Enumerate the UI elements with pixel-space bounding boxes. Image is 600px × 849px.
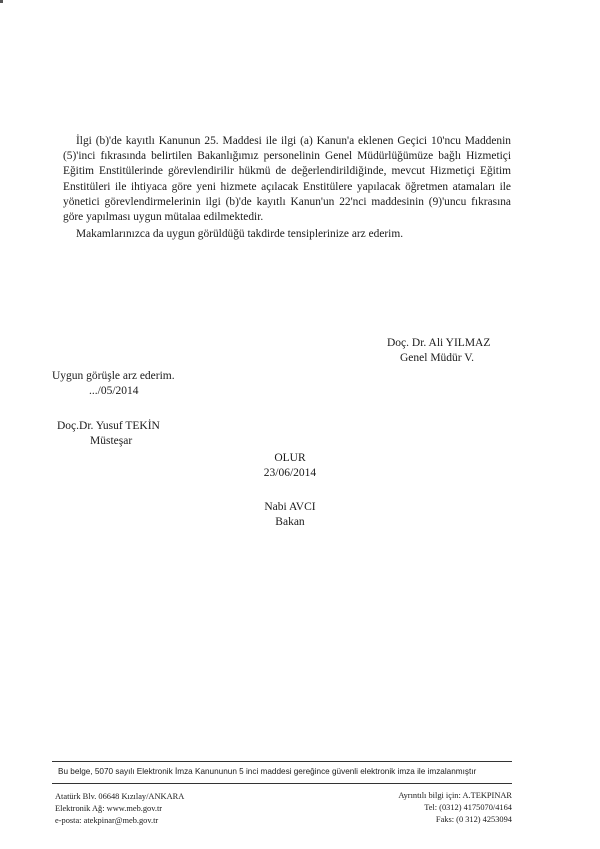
signer-title: Müsteşar [90, 435, 133, 447]
recommendation-date: .../05/2014 [89, 385, 139, 397]
footer-email: e-posta: atekpinar@meb.gov.tr [55, 816, 159, 825]
signer-name: Doç.Dr. Yusuf TEKİN [57, 420, 160, 432]
signer-name: Nabi AVCI [264, 501, 316, 513]
footer-divider [52, 761, 512, 762]
signature-undersecretary [57, 419, 160, 449]
signer-title: Genel Müdür V. [400, 352, 475, 364]
footer-contact: Ayrıntılı bilgi için: A.TEKPINAR [398, 791, 512, 800]
footer-address-block [55, 791, 184, 827]
footer-divider [52, 783, 512, 784]
footer-contact-block [398, 790, 512, 826]
footer-fax: Faks: (0 312) 4253094 [435, 815, 512, 824]
signature-minister [200, 500, 380, 530]
signature-general-director [387, 336, 490, 366]
signer-title: Bakan [275, 516, 305, 528]
scan-mark [0, 0, 3, 3]
footer-phone: Tel: (0312) 4175070/4164 [424, 803, 512, 812]
approval-label: OLUR [274, 452, 306, 464]
recommendation-block [52, 369, 175, 399]
approval-block [200, 451, 380, 481]
letter-body [63, 134, 511, 242]
footer-address: Atatürk Blv. 06648 Kızılay/ANKARA [55, 792, 185, 801]
recommendation-text: Uygun görüşle arz ederim. [52, 370, 175, 382]
approval-date: 23/06/2014 [263, 467, 317, 479]
body-paragraph: İlgi (b)'de kayıtlı Kanunun 25. Maddesi ile ilgi (a) Kanun'a eklenen Geçici 10'ncu Maddenin (5)'inci fıkrasında belirtilen Bakanlığımız personelinin Genel Müdürlüğümüze bağlı Hizmetiçi Eğitim Enstitülerinde görevlendirilir hükmü de değerlendirildiğinde, mevcut Hizmetiçi Eğitim Enstitüleri ile ihtiyaca göre yeni hizmete açılacak Enstitülere yapılacak öğretmen atamaları ile yönetici görevlendirmelerinin ilgi (b)'de kayıtlı Kanun'un 22'nci maddesinin (9)'uncu fıkrasına göre yapılması uygun mütalaa edilmektedir. [63, 135, 511, 224]
footer-web: Elektronik Ağ: www.meb.gov.tr [55, 804, 163, 813]
signer-name: Doç. Dr. Ali YILMAZ [387, 337, 491, 349]
body-paragraph: Makamlarınızca da uygun görüldüğü takdirde tensiplerinize arz ederim. [76, 228, 404, 241]
esign-note: Bu belge, 5070 sayılı Elektronik İmza Kanununun 5 inci maddesi gereğince güvenli elektronik imza ile imzalanmıştır [58, 767, 477, 776]
